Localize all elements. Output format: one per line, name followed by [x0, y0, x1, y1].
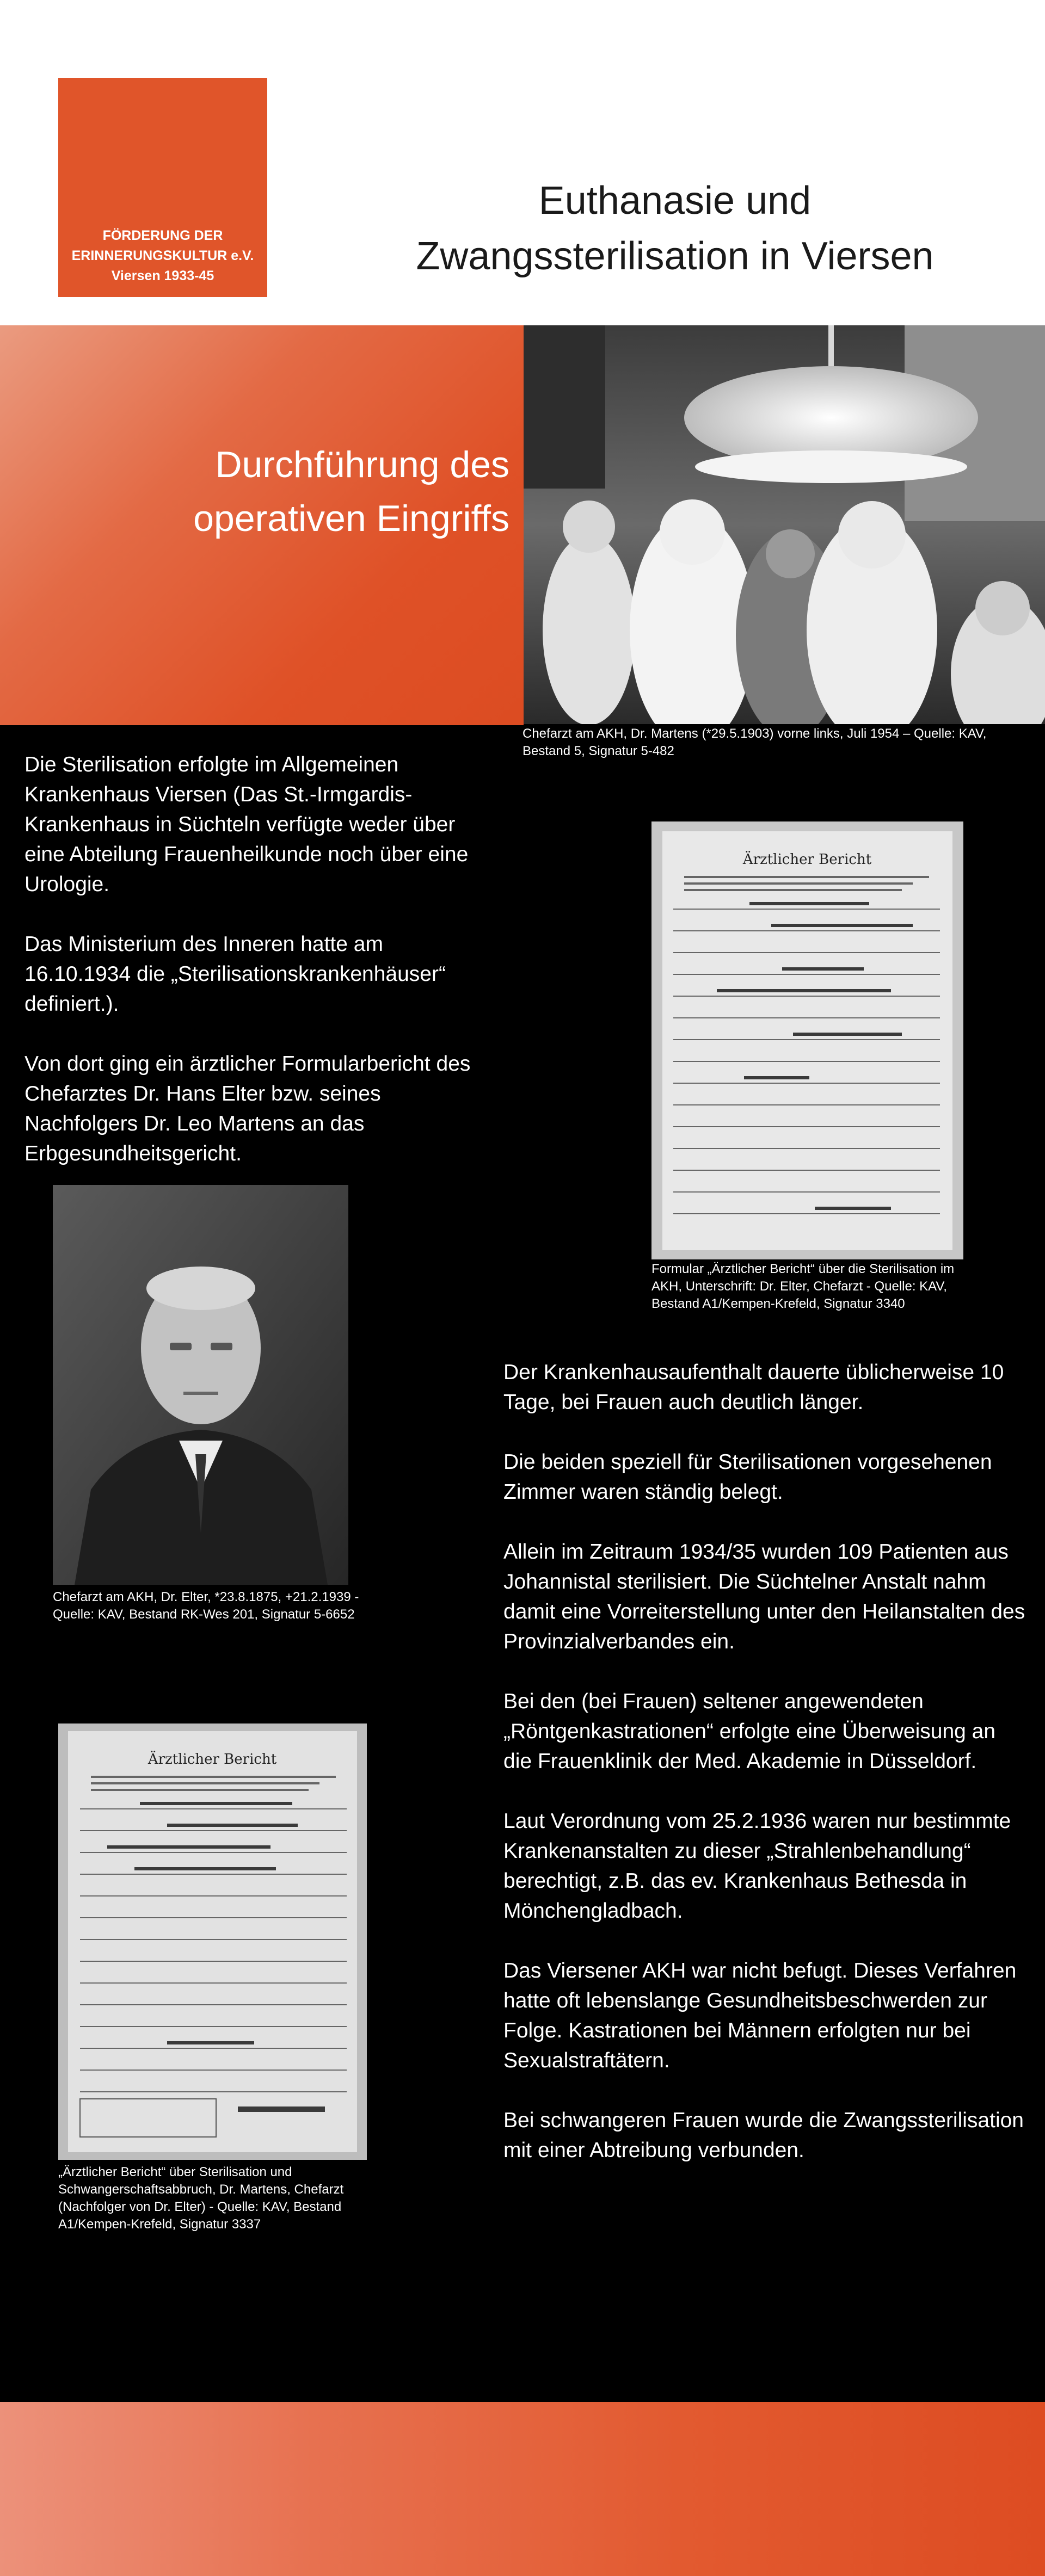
- header: [0, 0, 1045, 325]
- page-title: [348, 173, 1001, 284]
- footer-accent-band: [0, 2402, 1045, 2576]
- page-title-line-1: Euthanasie und: [538, 179, 812, 223]
- section-heading: [82, 438, 509, 546]
- portrait-dr-elter-caption: Chefarzt am AKH, Dr. Elter, *23.8.1875, +21.2.1939 - Quelle: KAV, Bestand RK-Wes 201, Signatur 5-6652: [53, 1590, 359, 1622]
- logo-line-3: Viersen 1933-45: [111, 268, 214, 283]
- medical-report-form-scan-2: [58, 1723, 367, 2160]
- medical-report-form-scan-1: [651, 821, 963, 1259]
- form-title: Ärztlicher Bericht: [147, 1751, 277, 1768]
- association-logo: [58, 78, 267, 297]
- operating-room-photo-caption: Chefarzt am AKH, Dr. Martens (*29.5.1903) vorne links, Juli 1954 – Quelle: KAV, Bestand 5, Signatur 5-482: [522, 726, 987, 758]
- sterilisation-intro-text: Die Sterilisation erfolgte im Allgemeinen Krankenhaus Viersen (Das St.-Irmgardis-Krankenhaus in Süchteln verfügte weder über eine Abteilung Frauenheilkunde noch über eine Urologie. Das Ministerium des Inneren hatte am 16.10.1934 die „Sterilisationskrankenhäuser“ definiert.). Von dort ging ein ärztlicher Formularbericht des Chefarztes Dr. Hans Elter bzw. seines Nachfolgers Dr. Leo Martens an das Erbgesundheitsgericht.: [24, 753, 471, 1165]
- logo-line-1: FÖRDERUNG DER: [102, 228, 223, 243]
- logo-line-2: ERINNERUNGSKULTUR e.V.: [71, 248, 254, 263]
- section-heading-line-2: operativen Eingriffs: [193, 498, 509, 539]
- form-title: Ärztlicher Bericht: [742, 851, 872, 868]
- section-heading-line-1: Durchführung des: [215, 444, 509, 485]
- medical-report-form-caption-1: Formular „Ärztlicher Bericht“ über die Sterilisation im AKH, Unterschrift: Dr. Elter, Chefarzt - Quelle: KAV, Bestand A1/Kempen-Krefeld, Signatur 3340: [651, 1262, 955, 1311]
- portrait-dr-elter: [53, 1185, 348, 1585]
- operating-room-photo: [524, 325, 1045, 724]
- hospital-procedure-text: Der Krankenhausaufenthalt dauerte üblicherweise 10 Tage, bei Frauen auch deutlich länger. Die beiden speziell für Sterilisationen vorgesehenen Zimmer waren ständig belegt. Allein im Zeitraum 1934/35 wurden 109 Patienten aus Johannistal sterilisiert. Die Süchtelner Anstalt nahm damit eine Vorreiterstellung unter den Heilanstalten des Provinzialverbandes ein. Bei den (bei Frauen) seltener angewendeten „Röntgenkastrationen“ erfolgte eine Überweisung an die Frauenklinik der Med. Akademie in Düsseldorf. Laut Verordnung vom 25.2.1936 waren nur bestimmte Krankenanstalten zu dieser „Strahlenbehandlung“ berechtigt, z.B. das ev. Krankenhaus Bethesda in Mönchengladbach. Das Viersener AKH war nicht befugt. Dieses Verfahren hatte oft lebenslange Gesundheitsbeschwerden zur Folge. Kastrationen bei Männern erfolgten nur bei Sexualstraftätern. Bei schwangeren Frauen wurde die Zwangssterilisation mit einer Abtreibung verbunden.: [503, 1361, 1025, 2162]
- medical-report-form-caption-2: „Ärztlicher Bericht“ über Sterilisation und Schwangerschaftsabbruch, Dr. Martens, Chefarzt (Nachfolger von Dr. Elter) - Quelle: KAV, Bestand A1/Kempen-Krefeld, Signatur 3337: [58, 2165, 344, 2232]
- page-title-line-2: Zwangssterilisation in Viersen: [416, 234, 934, 278]
